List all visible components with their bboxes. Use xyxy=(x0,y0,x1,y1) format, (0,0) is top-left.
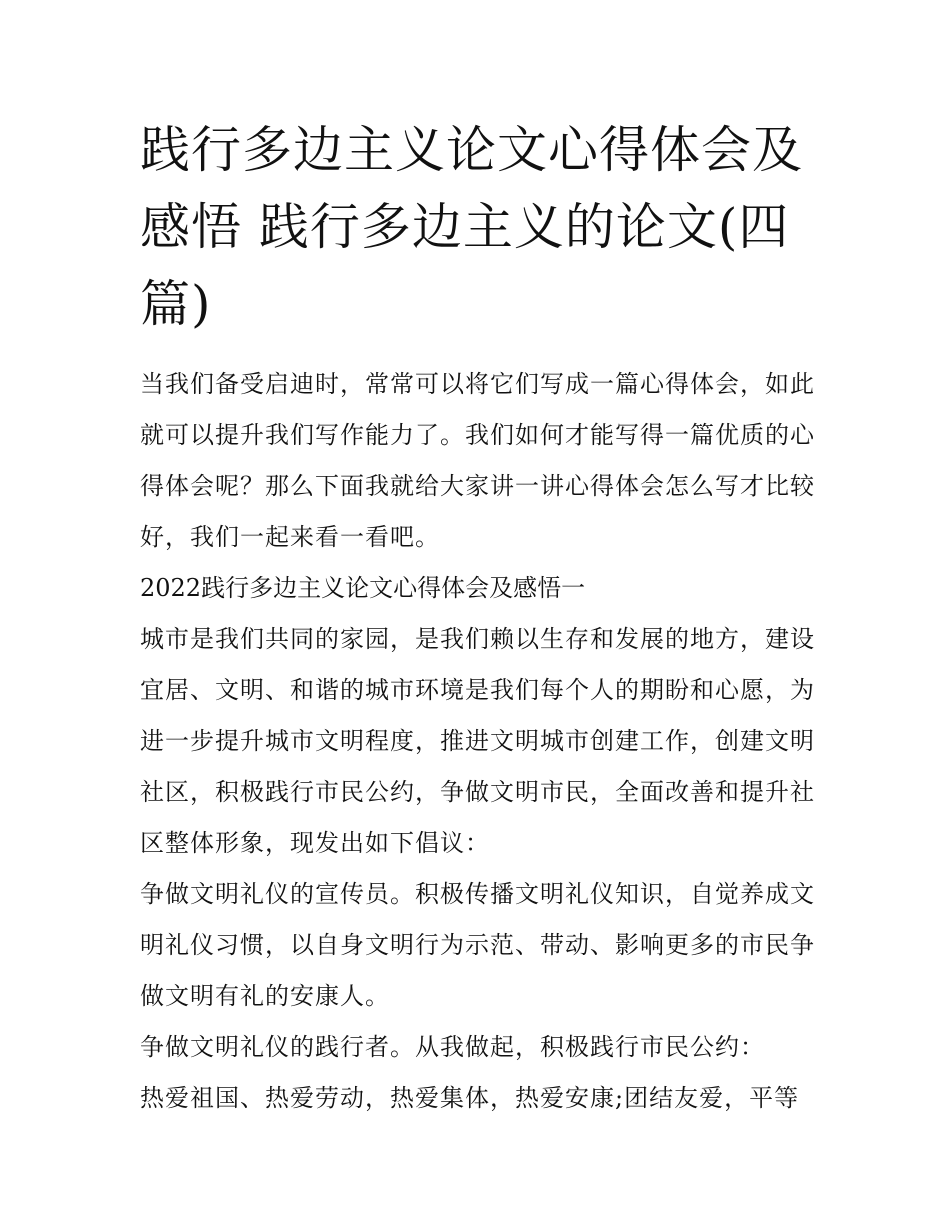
body-paragraph: 争做文明礼仪的宣传员。积极传播文明礼仪知识，自觉养成文明礼仪习惯，以自身文明行为示范、带动、影响更多的市民争做文明有礼的安康人。 xyxy=(140,880,815,1010)
body-paragraph: 城市是我们共同的家园，是我们赖以生存和发展的地方，建设宜居、文明、和谐的城市环境是我们每个人的期盼和心愿，为进一步提升城市文明程度，推进文明城市创建工作，创建文明社区，积极践行市民公约，争做文明市民，全面改善和提升社区整体形象，现发出如下倡议： xyxy=(140,625,815,857)
section-heading: 2022践行多边主义论文心得体会及感悟一 xyxy=(140,574,586,602)
intro-paragraph: 当我们备受启迪时，常常可以将它们写成一篇心得体会，如此就可以提升我们写作能力了。我们如何才能写得一篇优质的心得体会呢？那么下面我就给大家讲一讲心得体会怎么写才比较好，我们一起来看一看吧。 xyxy=(140,370,815,551)
document-title: 践行多边主义论文心得体会及感悟 践行多边主义的论文(四篇) xyxy=(140,121,803,333)
body-paragraph: 热爱祖国、热爱劳动，热爱集体，热爱安康;团结友爱，平等 xyxy=(140,1084,800,1112)
document-page xyxy=(140,112,820,1124)
body-paragraph: 争做文明礼仪的践行者。从我做起，积极践行市民公约： xyxy=(140,1033,765,1061)
